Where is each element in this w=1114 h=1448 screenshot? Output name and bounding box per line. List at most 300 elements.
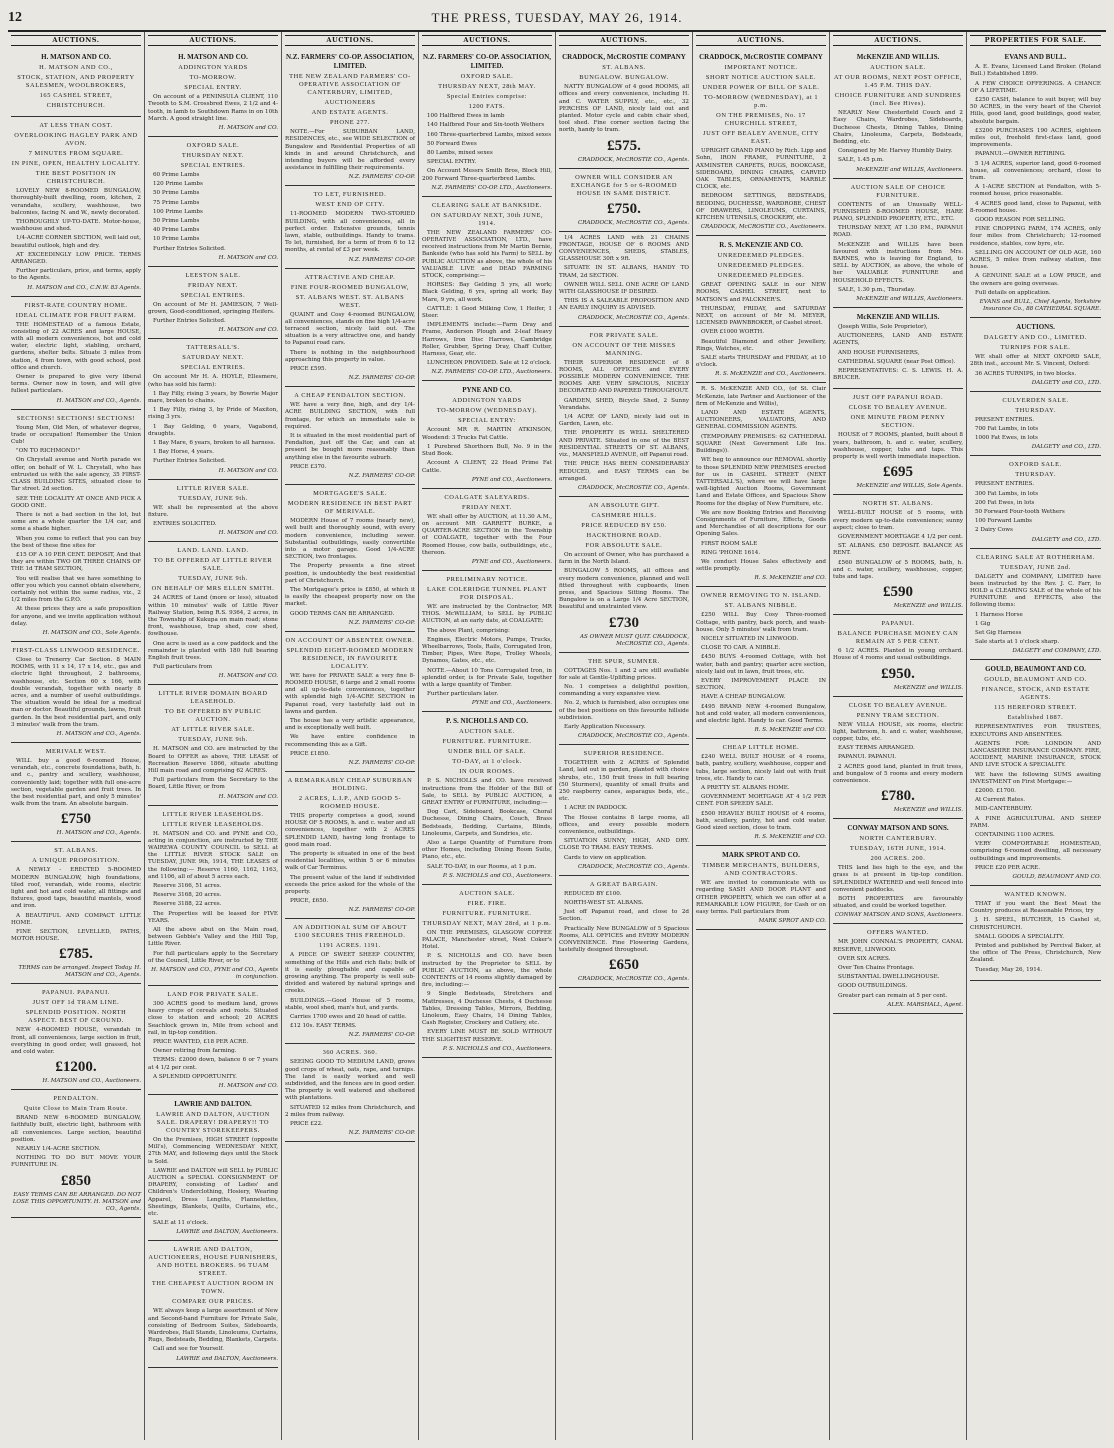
ad-caption: ST. ALBANS. [602,64,646,72]
column-1 [8,32,145,1440]
advertisement [970,660,1101,886]
ad-caption: CASHMERE HILLS. [591,511,657,519]
ad-caption: 165 CASHEL STREET, [39,92,113,100]
ad-caption: ON ACCOUNT OF ABSENTEE OWNER. [285,636,415,644]
ad-body-text: No. 1 comprises a delightful position, commanding a very expansive view. [559,683,689,698]
ad-caption: JUST OFF 1d TRAM LINE. [32,999,120,1007]
advertisement [11,984,141,1090]
ad-caption: UNREDEEMED PLEDGES. [717,272,805,280]
column-header: AUCTIONS. [559,35,689,46]
ad-body-text: For full particulars apply to the Secretary of the Council, Little River, or to [148,950,278,964]
advertisement [696,48,826,236]
ad-body-text: ON THE PREMISES, GLASGOW COFFEE PALACE, Manchester street, Next Coker's Hotel. [422,929,552,951]
ad-body-text: On Chrystall avenue and North parade we offer, on behalf of W. L. Chrystall, who has entrusted us with the sale agency, 35 FIRST-CLASS BUILDING SITES, situated close to Tar street. 2d section. [11,457,141,493]
ad-caption: 360 ACRES. 360. [322,1049,378,1057]
ad-signature: PYNE and CO., Auctioneers. [471,476,552,483]
ad-caption: 7 MINUTES FROM SQUARE. [28,150,124,158]
column-header: AUCTIONS. [696,35,826,46]
ad-caption: AND ESTATE AGENTS. [311,109,389,117]
ad-body-text: A NEWLY - ERECTED 5-ROOMED MODERN BUNGALOW, high foundations, tiled roof, verandah, wide rooms, electric light and hot and cold water, all fittings and fixtures, good taps, beautiful mantels, wood and iron. [11,867,141,910]
ad-signature: N.Z. FARMERS' CO-OP. [348,375,415,382]
ad-caption: SPLENDID EIGHT-ROOMED MODERN RESIDENCE, IN FAVOURITE LOCALITY. [286,646,414,670]
ad-caption: AT OUR ROOMS, NEXT POST OFFICE, 1.45 P.M. THIS DAY. [833,74,963,90]
ad-body-text: 50 Prime Lambs [153,190,200,197]
ad-body-text: AGENTS FOR: LONDON AND LANCASHIRE INSURANCE COMPANY. FIRE, ACCIDENT, MARINE INSURANCE, STOCK AND LIVE STOCK A SPECIALITY. [970,740,1101,769]
ad-signature: MARK SPROT AND CO. [758,918,826,925]
page-number: 12 [8,10,22,25]
ad-body-text: Consigned by Mr. Harvey Humbly Dairy. [838,148,953,155]
ad-body-text: Cards to view on application. [564,854,647,861]
ad-signature: N.Z. FARMERS' CO-OP. [348,473,415,480]
ad-signature: R. S. McKENZIE and CO. [754,727,826,734]
ad-heading: GOULD, BEAUMONT AND CO. [985,665,1086,674]
column-4 [419,32,556,1440]
advertisement [11,410,141,642]
ad-body-text: The Properties will be leased for FIVE YEARS. [148,910,278,924]
ad-caption: OXFORD SALE. [460,73,514,81]
ad-body-text: NATTY BUNGALOW of 4 good ROOMS, all offices and every convenience, including H. and C. WATER SUPPLY, etc., etc., 32 PERCHES OF LAND, nicely laid out and planted. Motor cycle and cabin chair shed, tool shed. Fine corner section facing the north, handy to tram. [559,84,689,134]
ad-body-text: £15 OF A 10 PER CENT. DEPOSIT, And that they are within TWO OR THREE CHAINS OF THE 1d TRAM SECTION, [11,551,141,573]
ad-body-text: Call and see for Yourself. [153,1346,224,1353]
ad-caption: AUCTION SALE. [870,64,926,72]
ad-body-text: 1 Bay Filly, rising 3, by Pride of Maxiton, rising 3 yrs. [148,407,278,421]
ad-body-text: Over Ten Chains Frontage. [838,964,915,971]
column-2 [145,32,282,1440]
ad-body-text: NEW 4-ROOMED HOUSE, verandah in front, all conveniences, large section in fruit, everything in good order, well grassed, hot and cold water. [11,1027,141,1056]
ad-body-text: 100 Forward Lambs [975,518,1033,525]
ad-caption: FRIDAY NEXT. [188,281,238,289]
ad-caption: PAPANUI. [881,620,915,628]
ad-caption: 1191 ACRES. 1191. [319,942,381,950]
ad-signature: H. MATSON and CO. [218,793,278,800]
ad-caption: LITTLE RIVER LEASEHOLDS. [162,820,264,828]
ad-body-text: 10 Prime Lambs [153,236,200,243]
advertisement [148,542,278,685]
ad-body-text: It is situated in the most residential part of Fendalton, just off the Car, and can at present be bought more reasonably than anything else in the favourite suburb. [285,433,415,461]
ad-body-text: VERY COMFORTABLE HOMESTEAD, comprising 6-roomed dwelling, all necessary outbuildings and improvements. [970,841,1101,862]
ad-body-text: TOGETHER with 2 ACRES of Splendid Land, laid out in garden, planted with choice shrubs, etc., 150 fruit trees in full bearing (50 Sturmers), quantity of small fruits and 250 raspberry canes, asparagus beds, etc., etc. [559,760,689,803]
ad-body-text: Carries 1700 ewes and 20 head of cattle. [290,1014,407,1021]
ad-body-text: On account Mr H. A. HOYLE, Ellesmere, (who has sold his farm): [148,374,278,388]
ad-caption: WANTED KNOWN. [1004,891,1067,899]
ad-signature: EVANS and BULL, Chief Agents, Yorkshire Insurance Co., 88 CATHEDRAL SQUARE. [979,299,1101,313]
ad-caption: IDEAL CLIMATE FOR FRUIT FARM. [15,311,137,319]
ad-heading: PYNE AND CO. [462,386,512,395]
ad-body-text: 24 ACRES of Land (more or less), situated within 10 minutes' walk of Little River Railway Station, being R.S. 9364, 2 acres, in the Township of Kukupa on main road; stone front, washhouse, trap shed, cow shed, fowlhouse. [148,595,278,638]
ad-body-text: Sale starts at 1 o'clock sharp. [975,639,1060,646]
ad-signature: N.Z. FARMERS' CO-OP. [348,174,415,181]
ad-body-text: 1 ACRE IN PADDOCK. [564,805,628,812]
ad-body-text: 11-ROOMED MODERN TWO-STORIED BUILDING, with all conveniences, all in perfect order. Extensive grounds, tennis lawn, stable, outbuildings. Handy to trams. To let, furnished, for a term of from 6 to 12 months, at rental of £3 per week. [285,211,415,254]
ad-caption: MODERN RESIDENCE IN BEST PART OF MERIVALE. [287,500,413,516]
ad-body-text: AUCTIONEERS, LAND AND ESTATE AGENTS, [833,333,963,347]
advertisement [11,297,141,410]
ad-body-text: SALE, 1.30 p.m., Thursday. [838,286,916,293]
ad-caption: BALANCE PURCHASE MONEY CAN REMAIN AT 5 PER CENT. [837,630,959,646]
ad-price: £590 [883,584,913,601]
ad-caption: TO-MORROW (WEDNESDAY), at 1 p.m. [703,94,819,110]
ad-signature: N.Z. FARMERS' CO-OP. [348,256,415,263]
advertisement [833,389,963,495]
ad-body-text: A PRETTY ST. ALBANS HOME. [701,785,790,791]
ad-heading: R. S. McKENZIE AND CO. [719,241,803,250]
ad-caption: SPECIAL ENTRY: [458,417,516,425]
ad-price: £650 [609,957,639,974]
ad-body-text: CATHEDRAL SQUARE (near Post Office). [838,358,956,365]
advertisement [285,48,415,186]
ad-caption: ADDINGTON YARDS [452,397,522,405]
ad-signature: R. S. McKENZIE and CO. [754,575,826,582]
ad-signature: AS OWNER MUST QUIT. CRADDOCK, McCROSTIE CO., Agents. [579,633,689,647]
ad-caption: AT LITTLE RIVER SALE. [171,726,255,734]
ad-body-text: CATTLE: 1 Good Milking Cow, 1 Heifer, 1 Steer. [422,305,552,320]
ad-caption: SPECIAL ENTRIES. [180,162,246,170]
ad-body-text: COTTAGES Nos. 1 and 2 are still available for sale at Gentle-Uplifting prices. [559,667,689,681]
ad-caption: FURNITURE. FURNITURE. [442,738,532,746]
ad-body-text: 1 Gig [975,620,991,627]
advertisement [970,318,1101,392]
ad-body-text: The above Plant, comprising: [427,627,510,634]
ad-body-text: TERMS: £2000 down, balance 6 or 7 years at 4 1/2 per cent. [148,1057,278,1071]
ad-body-text: EASY TERMS ARRANGED. [838,745,915,752]
ad-body-text: 200 Fat Ewes, in lots [975,499,1035,506]
advertisement [148,48,278,137]
ad-body-text: The property is situated in one of the best residential localities, within 5 or 6 minutes walk of Car Terminus. [285,850,415,872]
ad-caption: LEESTON SALE. [185,271,241,279]
ad-body-text: PRICE £22. [290,1121,323,1128]
ad-body-text: SMALL GOODS A SPECIALITY. [975,933,1064,940]
ad-signature: P. S. NICHOLLS and CO., Auctioneers. [442,872,552,879]
ad-heading: EVANS AND BULL. [1004,53,1067,62]
ad-body-text: MR JOHN CONNAL'S PROPERTY, CANAL RESERVE, LINWOOD. [833,939,963,953]
ad-signature: R. S. McKENZIE and CO., Auctioneers. [715,371,826,378]
advertisement [285,632,415,772]
ad-body-text: Just off Papanui road, and close to 2d Section. [559,909,689,923]
ad-signature: ALEX. MARSHALL, Agent. [887,1001,963,1008]
ad-caption: THE BEST POSITION IN CHRISTCHURCH. [35,170,117,186]
ad-body-text: Further particulars, price, and terms, apply to the Agents. [11,268,141,282]
ad-caption: IN OUR ROOMS. [459,768,515,776]
ad-body-text: 100 Halfbred Ewes in lamb [427,113,505,120]
ad-caption: PENNY TRAM SECTION. [856,711,940,719]
ad-body-text: When you come to reflect that you can buy the best of these fine sites for [11,535,141,549]
advertisement [11,743,141,842]
ad-body-text: 6 1/2 ACRES. Planted in young orchard. House of 4 rooms and usual outbuildings. [833,648,963,662]
ad-caption: THURSDAY NEXT. [181,152,245,160]
ad-caption: CULVERDEN SALE. [1002,396,1069,404]
ad-body-text: OWNER WILL SELL ONE ACRE OF LAND WITH GLASSHOUSE IF DESIRED. [559,281,689,296]
ad-body-text: Owner retiring from farming. [153,1048,237,1055]
advertisement [833,924,963,1013]
ad-body-text: Early Application Necessary. [564,723,646,730]
ad-body-text: PRICE WANTED, £18 PER ACRE. [153,1039,249,1046]
ad-signature: DALGETY and COMPANY, LTD. [1012,648,1101,655]
ad-body-text: SALE starts THURSDAY and FRIDAY, at 10 o'clock. [696,355,826,369]
advertisement [148,986,278,1095]
advertisement [422,381,552,488]
ad-caption: A REMARKABLY CHEAP SUBURBAN HOLDING. [287,776,413,792]
advertisement [285,919,415,1044]
advertisement [833,495,963,615]
ad-body-text: BRAND NEW 6-ROOMED BUNGALOW, faithfully built, electric light, bathroom with all conveniences. Large section, beautiful position. [11,1115,141,1143]
ad-caption: LAND FOR PRIVATE SALE. [167,991,259,998]
ad-body-text: 40 Prime Lambs [153,227,200,234]
advertisement [559,497,689,653]
ad-caption: SUPERIOR RESIDENCE. [583,750,665,758]
advertisement [833,308,963,389]
ad-body-text: A. E. Evans, Licensed Land Broker. (Roland Bull.) Established 1899. [970,64,1101,78]
ad-caption: TUESDAY, JUNE 9th. [178,736,248,744]
column-8 [967,32,1104,1440]
ad-body-text: 1 Bay Horse, 4 years. [153,449,214,456]
ad-caption: THURSDAY. [1015,406,1056,414]
advertisement [970,549,1101,661]
ad-body-text: NICELY SITUATED IN LINWOOD. [701,635,799,642]
ad-body-text: REDUCED BY £100. [564,890,622,897]
column-header: AUCTIONS. [285,35,415,46]
ad-body-text: Account MR R. MARTIN ATKINSON, Woodend: 3 Trucks Fat Cattle. [422,427,552,441]
ad-signature: GOULD, BEAUMONT AND CO. [1012,874,1101,881]
ad-body-text: H. MATSON and CO. are instructed by the Board to OFFER as above, THE LEASE of Recreation Reserve 1866, situate abutting Hill main road and comprising 62 ACRES. [148,746,278,774]
ad-price: £1200. [55,1059,97,1076]
ad-body-text: At Current Rates. [975,797,1026,804]
ad-body-text: THURSDAY, FRIDAY, and SATURDAY NEXT, on account of Mr M. MEYER, LICENSED PAWNBROKER, of Cashel street. [696,305,826,327]
ad-body-text: £2000. £1700. [975,787,1016,794]
advertisement [696,383,826,587]
ad-signature: N.Z. FARMERS' CO-OP. [348,1032,415,1039]
ad-body-text: £250 WILL Buy Cosy Three-roomed Cottage, with pantry, back porch, and wash-house. Only 5 minutes' walk from tram. [696,612,826,633]
ad-body-text: NOTE.—About 10 Tons Corrugated Iron, in splendid order, is for Private Sale, together with a large quantity of Timber. [422,667,552,688]
ad-body-text: GOOD REASON FOR SELLING. [975,217,1066,224]
ad-signature: H. MATSON and CO. [218,254,278,261]
ad-caption: ST. ALBANS. [54,847,98,855]
ad-signature: DALGETY and CO., LTD. [1031,379,1101,386]
ad-body-text: On account of Mr H. JAMIESON, 7 Well-grown, Good-conditioned, springing Heifers. [148,301,278,316]
ad-body-text: THE PROPERTY IS WELL SHELTERED AND PRIVATE. Situated in one of the BEST RESIDENTIAL STREETS OF ST. ALBANS, viz., MANSFIELD AVENUE, off Papanui road. [559,430,689,459]
ad-signature: CRADDOCK, McCROSTIE CO., Auctioneers. [700,224,826,231]
ad-body-text: CONTAINING 1100 ACRES. [975,832,1055,838]
ad-signature: H. MATSON and CO. [218,530,278,537]
ad-signature: McKENZIE and WILLIS. [893,807,963,814]
ad-signature: CRADDOCK, McCROSTIE CO., Agents. [578,863,689,870]
ad-body-text: 700 Fat Lambs, in lots [975,425,1039,432]
ad-body-text: THIS land lies high to the eye, and the grass is at present in tip-top condition. SPLENDIDLY WATERED and well fenced into convenient paddocks. [833,865,963,893]
ad-body-text: PAPANUI. PAPANUI. [838,754,897,761]
ad-price: £785. [59,946,93,963]
ad-signature: H. MATSON and CO., PYNE and CO., Agents in conjunction. [151,967,278,980]
advertisement [148,685,278,805]
ad-caption: LAWRIE AND DALTON, AUCTION SALE. DRAPERY! DRAPERY!! TO COUNTRY STOREKEEPERS. [156,1111,270,1135]
ad-body-text: 50 Forward Four-tooth Wethers [975,508,1065,515]
ad-body-text: "ON TO RICHMOND!" [16,448,81,455]
ad-body-text: Owner is prepared to give very liberal terms. Owner now in town, and will give fullest particulars. [11,374,141,395]
ad-body-text: FINE SECTION, LEVELLED, PATHS, MOTOR HOUSE. [11,929,141,943]
ad-body-text: (Joseph Willis, Sole Proprietor), [838,324,928,331]
ad-caption: THE NEW ZEALAND FARMERS' CO-OPERATIVE ASSOCIATION OF CANTERBURY, LIMITED, [289,73,411,97]
ad-price: £780. [881,788,915,805]
ad-body-text: WELL-BUILT HOUSE of 5 rooms, with every modern up-to-date convenience; sunny aspect; close to tram. [833,510,963,531]
ad-body-text: PRICE £20 PER ACRE. [975,864,1041,871]
ad-body-text: 1 Bay Mare, 6 years, broken to all harness. [153,440,276,447]
ad-caption: CHOICE FURNITURE AND SUNDRIES (incl. Bee Hives). [834,92,962,108]
ad-caption: THURSDAY. [1015,471,1056,479]
ad-body-text: SALE, 1.45 p.m. [838,157,884,164]
ad-signature: N.Z. FARMERS' CO-OP. LTD., Auctioneers. [431,369,552,376]
advertisement [696,587,826,739]
ad-body-text: Full particulars from the Secretary to the Board, Little River, or from [148,777,278,791]
ad-body-text: THAT if you want the Best Meat the Country produces at Reasonable Prices, try [970,901,1101,915]
ad-heading: N.Z. FARMERS' CO-OP. ASSOCIATION, LIMITED. [422,53,552,71]
ad-signature: H. MATSON and CO. [218,1083,278,1090]
ad-body-text: OVER £1000 WORTH. [701,329,765,336]
ad-caption: TO BE OFFERED BY PUBLIC AUCTION. [164,708,262,724]
ad-body-text: WE shall offer at NEXT OXFORD SALE, 28th inst., account Mr. S. Vincent, Oxford: [970,354,1101,368]
ad-price: £750. [607,200,641,217]
ad-body-text: 60 Prime Lambs [153,172,200,179]
ad-body-text: RING 'PHONE 1614. [701,549,761,556]
ad-body-text: GARDEN, SHED, Bicycle Shed, 2 Sunny Verandahs. [559,397,689,411]
ad-body-text: WE beg to announce our REMOVAL shortly to those SPLENDID NEW PREMISES erected for us in CASHEL STREET (NEXT TATTERSALL'S), where we will have large well-lighted Auction Rooms, Government Land and Estate Offices, and Spacious Show Rooms for the display of New Furniture, etc. [696,457,826,507]
ad-body-text: 1000 Fat Ewes, in lots [975,435,1038,442]
ad-caption: UNDER BILL OF SALE. [448,748,526,756]
column-6 [693,32,830,1440]
ad-body-text: A PIECE OF SWEET SHEEP COUNTRY, something of the Hills and rich flats; bulk of it is easily ploughable and capable of growing anything. The property is well sub-divided and watered by natural springs and creeks. [285,952,415,995]
ad-caption: OXFORD SALE. [1009,461,1062,469]
ad-body-text: A GENUINE SALE at a LOW PRICE, and the owners are going overseas. [970,273,1101,287]
ad-caption: IN PINE, OPEN, HEALTHY LOCALITY. [11,160,141,168]
ad-body-text: GOOD OUTBUILDINGS. [838,983,908,990]
ad-caption: AUCTION SALE. [459,889,515,897]
ad-body-text: Young Men, Old Men, of whatever degree, trade or occupation! Remember the Union Cub! [11,424,141,446]
column-7 [830,32,967,1440]
ad-body-text: £450 BUYS 4-roomed Cottage, with hot water, bath and pantry; quarter acre section, nicely laid out in lawn, fruit trees, etc. [696,654,826,675]
ad-heading: CRADDOCK, McCROSTIE COMPANY [699,53,823,62]
ad-body-text: 5 1/4 ACRES, superior land, good 6-roomed house, all conveniences; orchard, close to tram. [970,160,1101,182]
ad-body-text: 2 ACRES good land, planted in fruit trees, and bungalow of 5 rooms and every modern convenience. [833,763,963,784]
ad-signature: N.Z. FARMERS' CO-OP. [348,619,415,626]
ad-body-text: A BEAUTIFUL AND COMPACT LITTLE HOME. [11,912,141,926]
ad-body-text: THIS IS A SALEABLE PROPOSITION AND AN EARLY INQUIRY IS ADVISED. [559,298,689,312]
ad-caption: WEST END OF CITY. [315,201,385,209]
ad-caption: COALGATE SALEYARDS. [444,493,530,501]
ad-caption: H. MATSON AND CO., [39,64,113,72]
ad-body-text: NORTH-WEST ST. ALBANS. [564,900,644,906]
ad-caption: PAPANUI. PAPANUI. [41,989,111,997]
ad-caption: TO BE OFFERED AT LITTLE RIVER SALE. [153,557,273,573]
advertisement [148,480,278,543]
ad-body-text: A FINE AGRICULTURAL AND SHEEP FARM. [970,815,1101,829]
advertisement [422,197,552,382]
ad-body-text: SITUATION SUNNY, HIGH, AND DRY. CLOSE TO TRAM. EASY TERMS. [559,838,689,852]
advertisement [559,653,689,746]
ad-body-text: HAVE A CHEAP BUNGALOW. [701,694,786,701]
ad-body-text: GREAT OPENING SALE in our NEW ROOMS, CASHEL STREET, next to MATSON'S and FALCKNER'S. [696,282,826,303]
ad-body-text: Account A CLIENT, 22 Head Prime Fat Cattle. [422,460,552,474]
ad-caption: FOR ABSOLUTE SALE. [585,541,663,549]
ad-signature: EASY TERMS CAN BE ARRANGED. DO NOT LOSE THIS OPPORTUNITY. H. MATSON and CO., Agents. [12,1191,141,1212]
advertisement [559,48,689,168]
ad-body-text: Further particulars later. [427,691,499,698]
ad-body-text: Practically New BUNGALOW of 5 Spacious Rooms, ALL OFFICES and EVERY MODERN CONVENIENCE. Fine Flowering Gardens, tastefully designed throughout. [559,925,689,954]
ad-signature: DALGETY and CO., LTD. [1031,444,1101,451]
ad-caption: UNREDEEMED PLEDGES. [717,252,805,260]
ad-signature: H. MATSON and CO., Agents. [56,730,141,737]
ad-caption: THE SPUR, SUMNER. [588,657,660,665]
ad-heading: AUCTIONS. [1016,323,1055,332]
ad-caption: SHORT NOTICE AUCTION SALE. [705,74,817,82]
ad-body-text: WE have for PRIVATE SALE a very fine 8-ROOMED HOUSE, 6 large and 2 small rooms and all up-to-date conveniences, together with splendid high 1/4-ACRE SECTION in Papanui road, very tastefully laid out in lawns and garden. [285,672,415,715]
ad-caption: PENDALTON. [53,1095,99,1103]
ad-body-text: £500 HEAVILY BUILT HOUSE of 4 rooms, bath, scullery, pantry, hot and cold water. Good sized section, close to tram. [696,810,826,832]
ad-body-text: On account of Owner, who has purchased a farm in the North Island. [559,551,689,566]
ad-body-text: THURSDAY NEXT, AT 1.30 P.M., PAPANUI ROAD. [833,225,963,239]
ad-caption: LAKE COLERIDGE TUNNEL PLANT FOR DISPOSAL. [426,585,548,601]
advertisement [11,642,141,743]
ad-heading: MARK SPROT AND CO. [722,851,800,860]
ad-body-text: MODERN House of 7 rooms (nearly new), well built and thoroughly sound, with every modern convenience, including sewer. Substantial outbuildings, easily convertible into a motor garage. Good 1/4-ACRE SECTION, two frontages. [285,518,415,561]
ad-body-text: £3200 PURCHASES 190 ACRES, eighteen miles out, freehold first-class land, good improvements. [970,127,1101,149]
ad-body-text: A FEW CHOICE OFFERINGS. A CHANCE OF A LIFETIME. [970,80,1101,94]
ad-caption: OWNER REMOVING TO N. ISLAND. [700,592,822,600]
ad-body-text: 1/4-ACRE CORNER SECTION, well laid out, beautiful outlook, high and dry. [11,235,141,249]
advertisement [833,697,963,820]
ad-body-text: 80 Lambs, mixed sexes [427,150,493,157]
advertisement [11,1090,141,1217]
ad-body-text: FINE CROPPING FARM, 174 ACRES, only four miles from Christchurch; 12-roomed residence, stables, cow byre, etc. [970,226,1101,247]
ad-body-text: SUBSTANTIAL DWELLINGHOUSE. [838,974,940,981]
ad-body-text: HORSES: Bay Gelding 5 yrs, all work; Black Gelding, 6 yrs, spring all work; Bay Mare, 9 yrs, all work. [422,282,552,303]
ad-body-text: CONTENTS of an Unusually WELL-FURNISHED 8-ROOMED HOUSE, HARE PIANO, SPLENDID PROPERTY, ETC., ETC. [833,201,963,223]
ad-caption: LITTLE RIVER LEASEHOLDS. [162,810,264,818]
ad-price: £575. [607,137,641,154]
ad-caption: TIMBER MERCHANTS, BUILDERS, AND CONTRACTORS. [702,862,820,878]
ad-body-text: The house has a very artistic appearance, and is exceptionally well built. [285,717,415,732]
ad-caption: 1200 FATS. [468,103,506,111]
ad-body-text: NEARLY 1/4-ACRE SECTION. [16,1146,101,1153]
ad-body-text: We are now Booking Entries and Receiving Consignments of Furniture, Effects, Goods and Merchandise of all descriptions for our Opening Sales. [696,509,826,538]
ad-caption: MERIVALE WEST. [45,747,107,755]
ad-signature: H. MATSON and CO., Sole Agents. [42,629,141,636]
ad-caption: PRICE REDUCED BY £50. [581,521,667,529]
ad-body-text: LOVELY NEW 8-ROOMED BUNGALOW, thoroughly-built dwelling, room, kitchen, 2 verandahs, scullery, washhouse, two balconies, facing N. and W., newly decorated. [11,188,141,216]
ad-caption: ON SATURDAY NEXT, 30th JUNE, 1914. [430,211,544,227]
ad-body-text: SITUATED 12 miles from Christchurch, and 2 miles from railway. [285,1104,415,1118]
ad-caption: NORTH ST. ALBANS. [862,500,934,508]
ad-body-text: 1 Bay Gelding, 6 years, Vagabond, draughts. [148,423,278,437]
ad-body-text: £495 BRAND NEW 4-roomed Bungalow, hot and cold water, all modern conveniences, and electric light. Handy to car. Good Terms. [696,703,826,724]
advertisement [285,387,415,485]
ad-caption: ONE MINUTE FROM PENNY SECTION. [850,414,946,430]
ad-caption: GOULD, BEAUMONT AND CO. [984,676,1087,684]
ad-heading: CRADDOCK, McCROSTIE COMPANY [562,53,686,62]
ad-caption: Special Entries comprise: [446,93,528,101]
ad-caption: THE CHEAPEST AUCTION ROOM IN TOWN. [151,1280,275,1296]
advertisement [970,886,1101,981]
ad-signature: CRADDOCK, McCROSTIE CO., Agents. [578,484,689,491]
ad-body-text: WE are instructed by the Contractor, MR THOS. McWILLIAM, to SELL by PUBLIC AUCTION, at an early date, at COALGATE: [422,603,552,625]
ad-caption: CLEARING SALE AT BANKSIDE. [432,201,542,209]
ad-heading: H. MATSON AND CO. [178,53,248,62]
ad-body-text: REPRESENTATIVES: C. S. LEWIS. H. A. BRUCER. [833,368,963,382]
advertisement [422,489,552,571]
ad-body-text: 2 Dairy Cows [975,527,1013,534]
ad-caption: SPECIAL ENTRY. [184,84,242,92]
ad-signature: H. MATSON and CO. [218,327,278,334]
ad-body-text: 1/4 ACRE OF LAND, nicely laid out in Garden, Lawn, etc. [559,414,689,428]
ad-body-text: DALGETY and COMPANY, LIMITED have been instructed by the Rev. J. C. Farr, to HOLD a CLEARING SALE of the whole of his FURNITURE and EFFECTS, also the following items: [970,573,1101,609]
ad-caption: ATTRACTIVE AND CHEAP. [304,273,396,281]
ad-caption: FURNITURE. FURNITURE. [442,909,532,917]
